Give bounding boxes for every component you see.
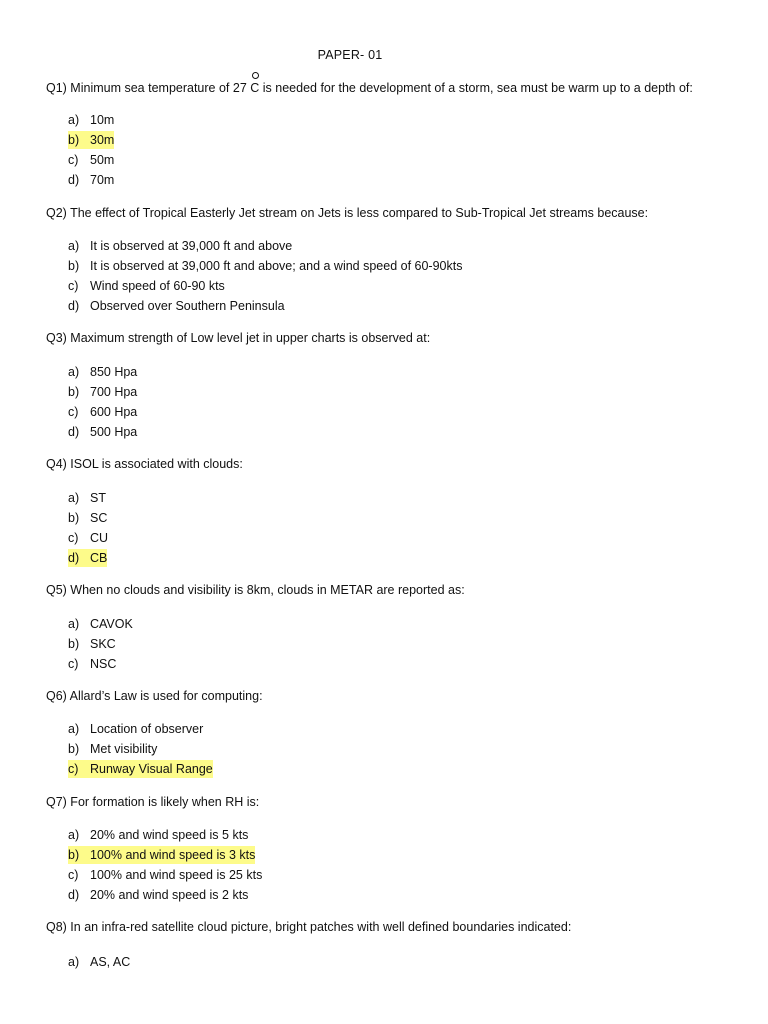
option-letter: c) bbox=[68, 657, 79, 671]
option-text: 30m bbox=[90, 133, 115, 147]
option-text: 50m bbox=[90, 153, 115, 167]
option-q3-d bbox=[68, 423, 137, 441]
option-text: 700 Hpa bbox=[90, 385, 138, 399]
option-q3-b bbox=[68, 383, 137, 401]
option-q7-b bbox=[68, 846, 255, 864]
question-3: Q3) Maximum strength of Low level jet in upper charts is observed at: bbox=[46, 331, 431, 345]
option-q3-a bbox=[68, 363, 137, 381]
option-text: CB bbox=[90, 551, 108, 565]
option-text: NSC bbox=[90, 657, 117, 671]
paper-title: PAPER- 01 bbox=[317, 48, 383, 62]
option-letter: a) bbox=[68, 828, 80, 842]
option-letter: b) bbox=[68, 133, 80, 147]
option-text: 10m bbox=[90, 113, 115, 127]
option-letter: d) bbox=[68, 551, 80, 565]
question-5: Q5) When no clouds and visibility is 8km, clouds in METAR are reported as: bbox=[46, 583, 465, 597]
option-q2-a bbox=[68, 237, 292, 255]
option-text: AS, AC bbox=[90, 955, 131, 969]
question-1 bbox=[46, 81, 693, 95]
option-letter: b) bbox=[68, 848, 80, 862]
option-letter: a) bbox=[68, 722, 80, 736]
option-letter: a) bbox=[68, 365, 80, 379]
option-text: ST bbox=[90, 491, 106, 505]
option-q7-a bbox=[68, 826, 248, 844]
option-text: 70m bbox=[90, 173, 115, 187]
option-text: 500 Hpa bbox=[90, 425, 138, 439]
option-letter: b) bbox=[68, 742, 80, 756]
option-q7-d bbox=[68, 886, 248, 904]
option-letter: b) bbox=[68, 385, 80, 399]
option-q4-d bbox=[68, 549, 107, 567]
option-q8-a bbox=[68, 953, 130, 971]
option-text: It is observed at 39,000 ft and above; and a wind speed of 60-90kts bbox=[90, 259, 463, 273]
option-text: 100% and wind speed is 25 kts bbox=[90, 868, 263, 882]
option-text: 850 Hpa bbox=[90, 365, 138, 379]
question-8: Q8) In an infra-red satellite cloud picture, bright patches with well defined boundaries indicated: bbox=[46, 920, 572, 934]
option-text: 20% and wind speed is 2 kts bbox=[90, 888, 249, 902]
option-text: CAVOK bbox=[90, 617, 133, 631]
option-q4-a bbox=[68, 489, 106, 507]
question-4: Q4) ISOL is associated with clouds: bbox=[46, 457, 243, 471]
option-letter: c) bbox=[68, 531, 79, 545]
option-letter: a) bbox=[68, 955, 80, 969]
option-letter: a) bbox=[68, 239, 80, 253]
option-letter: c) bbox=[68, 279, 79, 293]
option-letter: d) bbox=[68, 299, 80, 313]
option-q2-c bbox=[68, 277, 225, 295]
option-letter: c) bbox=[68, 868, 79, 882]
question-6: Q6) Allard’s Law is used for computing: bbox=[46, 689, 263, 703]
option-q5-a bbox=[68, 615, 133, 633]
option-text: It is observed at 39,000 ft and above bbox=[90, 239, 293, 253]
option-text: 100% and wind speed is 3 kts bbox=[90, 848, 256, 862]
option-text: SC bbox=[90, 511, 108, 525]
option-q4-c bbox=[68, 529, 108, 547]
option-text: Met visibility bbox=[90, 742, 158, 756]
option-q1-c bbox=[68, 151, 114, 169]
option-text: Location of observer bbox=[90, 722, 204, 736]
option-q6-a bbox=[68, 720, 203, 738]
option-letter: d) bbox=[68, 173, 80, 187]
option-q1-d bbox=[68, 171, 114, 189]
question-1-text-pre: Q1) Minimum sea temperature of 27 bbox=[46, 81, 247, 95]
option-text: CU bbox=[90, 531, 109, 545]
option-q6-b bbox=[68, 740, 157, 758]
option-q7-c bbox=[68, 866, 262, 884]
option-text: Wind speed of 60-90 kts bbox=[90, 279, 225, 293]
option-text: 600 Hpa bbox=[90, 405, 138, 419]
option-letter: b) bbox=[68, 259, 80, 273]
option-q5-c bbox=[68, 655, 116, 673]
option-q2-d bbox=[68, 297, 285, 315]
option-q1-b bbox=[68, 131, 114, 149]
question-7: Q7) For formation is likely when RH is: bbox=[46, 795, 260, 809]
question-2: Q2) The effect of Tropical Easterly Jet stream on Jets is less compared to Sub-Tropical Jet streams because: bbox=[46, 206, 649, 220]
option-letter: a) bbox=[68, 617, 80, 631]
option-q5-b bbox=[68, 635, 116, 653]
option-letter: d) bbox=[68, 425, 80, 439]
option-letter: d) bbox=[68, 888, 80, 902]
degree-symbol bbox=[252, 72, 259, 79]
option-letter: c) bbox=[68, 153, 79, 167]
option-letter: b) bbox=[68, 637, 80, 651]
option-text: 20% and wind speed is 5 kts bbox=[90, 828, 249, 842]
option-letter: c) bbox=[68, 405, 79, 419]
option-letter: a) bbox=[68, 113, 80, 127]
option-q3-c bbox=[68, 403, 137, 421]
option-letter: c) bbox=[68, 762, 79, 776]
question-1-text-post: C is needed for the development of a storm, sea must be warm up to a depth of: bbox=[250, 81, 693, 95]
option-q1-a bbox=[68, 111, 114, 129]
option-letter: b) bbox=[68, 511, 80, 525]
option-text: SKC bbox=[90, 637, 116, 651]
option-q2-b bbox=[68, 257, 462, 275]
option-text: Runway Visual Range bbox=[90, 762, 213, 776]
option-q4-b bbox=[68, 509, 107, 527]
option-text: Observed over Southern Peninsula bbox=[90, 299, 285, 313]
option-letter: a) bbox=[68, 491, 80, 505]
option-q6-c bbox=[68, 760, 213, 778]
